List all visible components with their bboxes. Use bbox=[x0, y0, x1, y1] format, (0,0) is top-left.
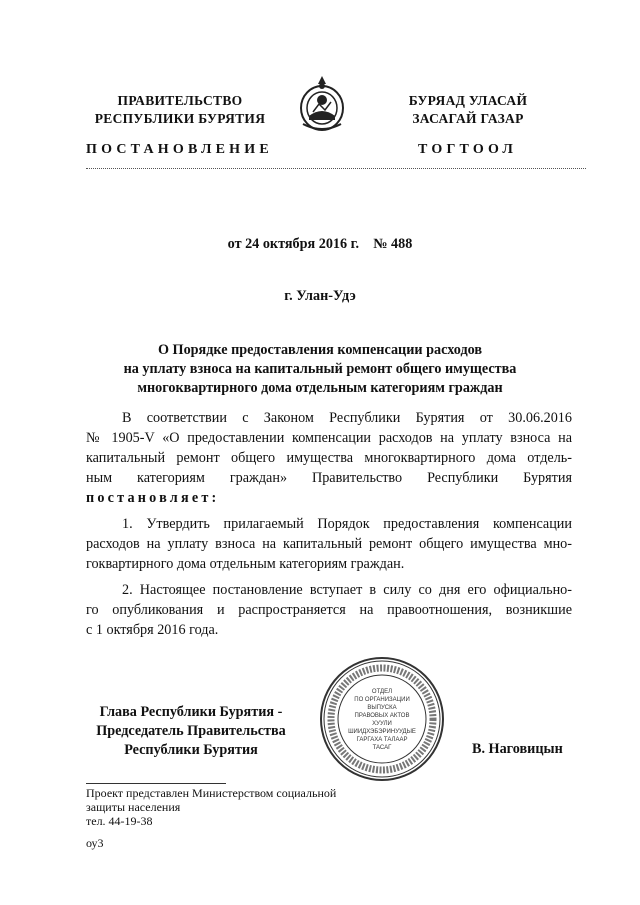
coat-of-arms-emblem bbox=[297, 72, 347, 134]
city: г. Улан-Удэ bbox=[284, 288, 356, 304]
footer-line3: тел. 44-19-38 bbox=[86, 814, 153, 828]
stamp-inner-line1: ОТДЕЛ bbox=[371, 689, 393, 695]
item2-line3: с 1 октября 2016 года. bbox=[86, 622, 219, 638]
decree-word: постановляет: bbox=[86, 490, 220, 506]
signatory-position bbox=[86, 703, 296, 760]
title-line3: многоквартирного дома отдельным категориям граждан bbox=[137, 380, 503, 396]
signatory-name: В. Наговицын bbox=[472, 741, 563, 757]
issuer-ru-line1: ПРАВИТЕЛЬСТВО bbox=[117, 93, 243, 108]
footer-line1: Проект представлен Министерством социальной bbox=[86, 786, 337, 800]
issuer-bur bbox=[388, 92, 548, 128]
official-stamp-seal bbox=[318, 655, 446, 783]
preamble bbox=[86, 408, 572, 508]
document-code: оу3 bbox=[86, 836, 104, 850]
item1-line1: 1. Утвердить прилагаемый Порядок предоставления компенсации bbox=[122, 516, 572, 532]
stamp-inner-line6: ШИИДХЭБЭРИНУУДЫЕ bbox=[348, 729, 416, 735]
date-number: от 24 октября 2016 г. № 488 bbox=[227, 236, 413, 252]
stamp-inner-line5: ХУУЛИ bbox=[372, 721, 392, 727]
item2-line1: 2. Настоящее постановление вступает в силу со дня его официально- bbox=[122, 582, 572, 598]
document-title bbox=[0, 341, 640, 398]
preamble-line2: № 1905-V «О предоставлении компенсации расходов на уплату взноса на bbox=[86, 430, 572, 446]
issuer-ru bbox=[90, 92, 270, 128]
footer-note bbox=[86, 786, 386, 828]
item-2 bbox=[86, 580, 572, 640]
footer-divider bbox=[86, 783, 226, 784]
item1-line3: гоквартирного дома отдельным категориям граждан. bbox=[86, 556, 405, 572]
title-line2: на уплату взноса на капитальный ремонт общего имущества bbox=[123, 361, 517, 377]
doc-type-bur: ТОГТООЛ bbox=[418, 142, 518, 157]
position-line2: Председатель Правительства bbox=[96, 723, 286, 739]
stamp-inner-line3: ВЫПУСКА bbox=[367, 705, 397, 711]
stamp-inner-line7: ГАРГАХА ТАЛААР bbox=[356, 737, 408, 743]
title-line1: О Порядке предоставления компенсации расходов bbox=[157, 342, 483, 358]
item2-line2: го опубликования и распространяется на правоотношения, возникшие bbox=[86, 602, 572, 618]
item-1 bbox=[86, 514, 572, 574]
preamble-line3: капитальный ремонт общего имущества многоквартирного дома отдель- bbox=[86, 450, 572, 466]
position-line3: Республики Бурятия bbox=[124, 742, 258, 758]
item1-line2: расходов на уплату взноса на капитальный ремонт общего имущества мно- bbox=[86, 536, 572, 552]
issuer-bur-line2: ЗАСАГАЙ ГАЗАР bbox=[412, 111, 524, 126]
stamp-inner-line2: ПО ОРГАНИЗАЦИИ bbox=[354, 697, 410, 703]
preamble-line1: В соответствии с Законом Республики Бурятия от 30.06.2016 bbox=[122, 410, 572, 426]
stamp-inner-line8: ТАСАГ bbox=[372, 745, 392, 751]
issuer-ru-line2: РЕСПУБЛИКИ БУРЯТИЯ bbox=[94, 111, 266, 126]
issuer-bur-line1: БУРЯАД УЛАСАЙ bbox=[408, 93, 528, 108]
position-line1: Глава Республики Бурятия - bbox=[99, 704, 283, 720]
preamble-line4: ным категориям граждан» Правительство Республики Бурятия bbox=[86, 470, 572, 486]
footer-line2: защиты населения bbox=[86, 800, 181, 814]
stamp-inner-line4: ПРАВОВЫХ АКТОВ bbox=[354, 713, 410, 719]
doc-type-ru: ПОСТАНОВЛЕНИЕ bbox=[86, 142, 273, 157]
header-divider bbox=[86, 168, 586, 169]
